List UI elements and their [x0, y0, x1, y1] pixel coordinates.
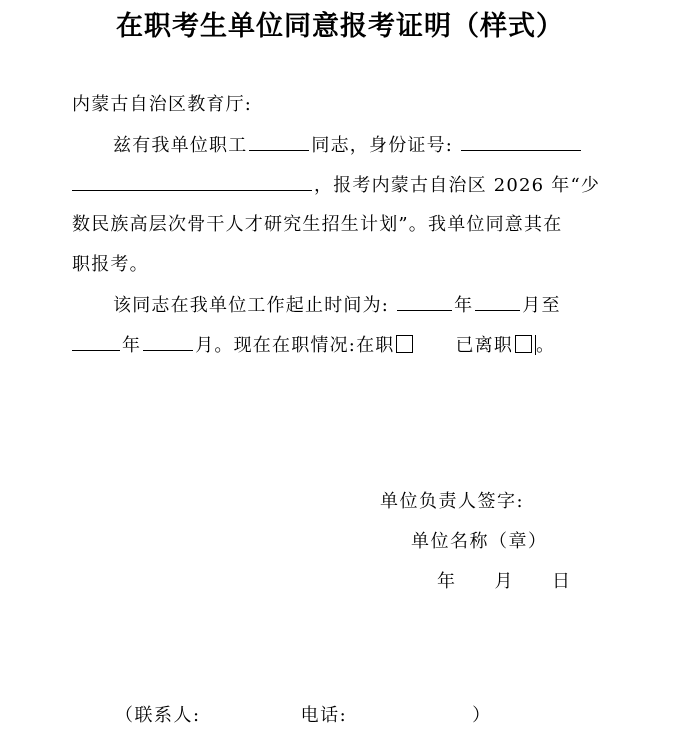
- start-year-blank[interactable]: [397, 292, 452, 311]
- paragraph-1-line-3: 数民族高层次骨干人才研究生招生计划”。我单位同意其在: [72, 214, 563, 235]
- unit-name-seal-label: 单位名称（章）: [411, 531, 548, 552]
- resigned-checkbox[interactable]: [515, 335, 532, 353]
- end-year-blank[interactable]: [72, 332, 120, 351]
- paragraph-1-line-1: 兹有我单位职工 同志，身份证号:: [113, 132, 583, 159]
- employed-checkbox[interactable]: [396, 335, 413, 353]
- id-number-blank-cont[interactable]: [72, 172, 312, 191]
- paragraph-2-line-2: 年 月。现在在职情况:在职 已离职 。: [72, 332, 555, 359]
- paragraph-2-line-1: 该同志在我单位工作起止时间为: 年 月至: [113, 292, 561, 319]
- end-month-blank[interactable]: [143, 332, 193, 351]
- paragraph-1-line-2: ，报考内蒙古自治区 2026 年“少: [72, 172, 600, 199]
- salutation: 内蒙古自治区教育厅:: [72, 94, 253, 115]
- start-month-blank[interactable]: [475, 292, 520, 311]
- signature-date: 年 月 日: [437, 571, 572, 592]
- id-number-blank[interactable]: [461, 132, 581, 151]
- paragraph-1-line-4: 职报考。: [72, 254, 149, 275]
- document-title: 在职考生单位同意报考证明（样式）: [116, 11, 564, 42]
- leader-signature-label: 单位负责人签字:: [380, 491, 525, 512]
- employee-name-blank[interactable]: [249, 132, 309, 151]
- contact-line: （联系人: 电话: ）: [115, 705, 492, 726]
